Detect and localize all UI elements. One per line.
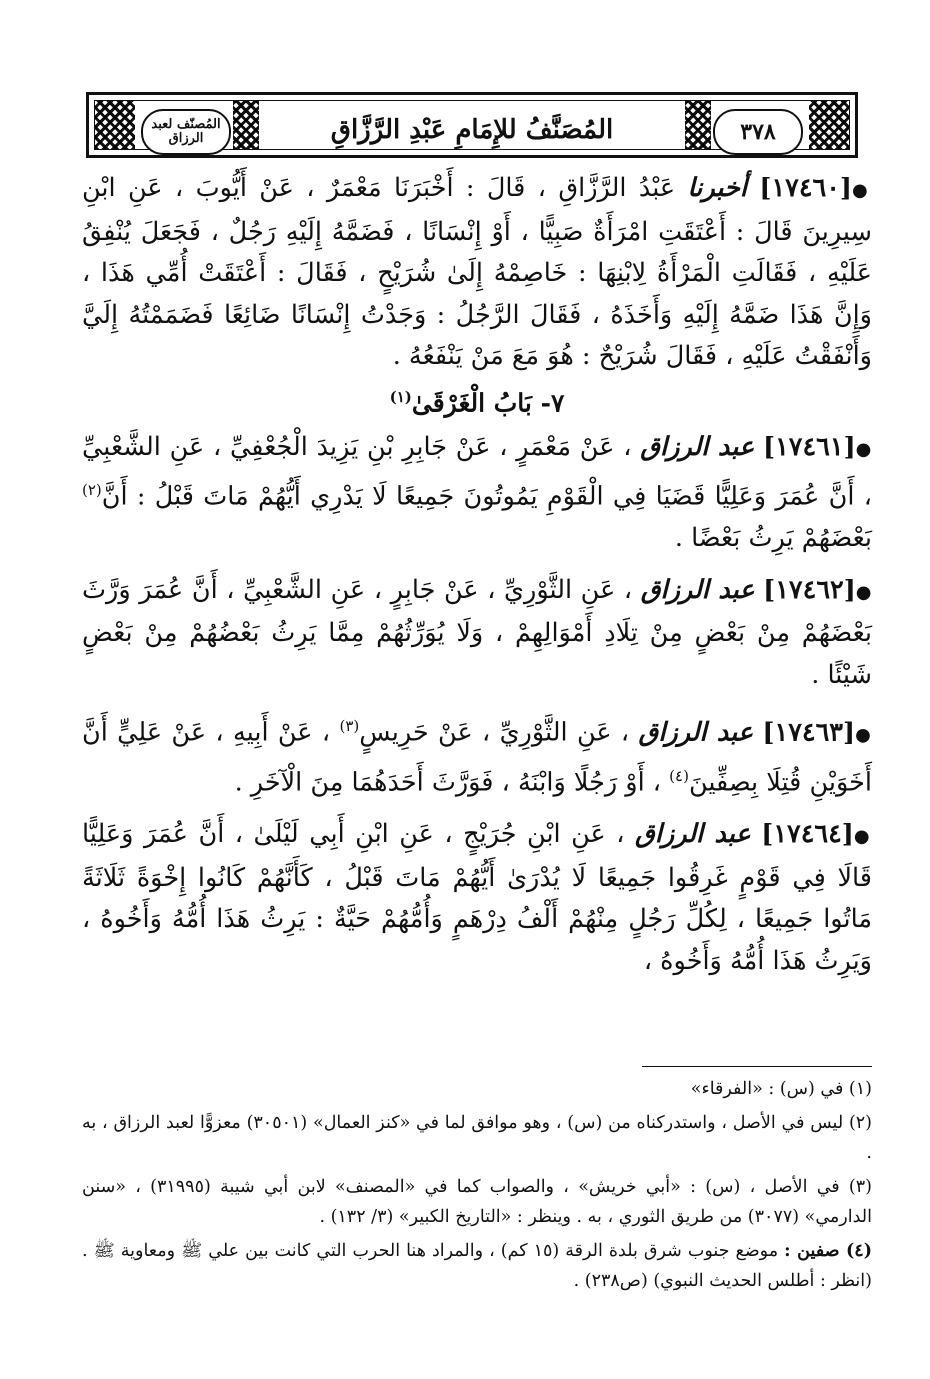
hadith-text: ، عَنِ الثَّوْرِيِّ ، عَنْ جَابِرٍ ، عَنِ الشَّعْبِيِّ ، أَنَّ عُمَرَ وَرَّثَ بَعْضَهُمْ مِنْ بَعْضٍ مِنْ تِلَادِ أَمْوَالِهِمْ ، وَلَا يُوَرِّثُهُمْ مِمَّا يَرِثُ بَعْضُهُمْ مِنْ بَعْضٍ شَيْئًا .: [82, 574, 872, 690]
chapter-heading: [82, 388, 872, 417]
narrator: عبد الرزاق: [640, 431, 755, 462]
book-logo: المُصنّف لعبد الرزاق: [141, 109, 231, 155]
footnote-ref: (٤): [669, 767, 689, 786]
narrator: أخبرنا: [687, 173, 747, 203]
hadith-entry: [82, 570, 872, 697]
footnote-ref: (٣): [339, 717, 360, 736]
footnote-ref: (٢): [82, 481, 102, 500]
hadith-number: [١٧٤٦٠]: [759, 173, 852, 203]
ornament-mid-right: [685, 101, 711, 149]
footnotes: [82, 1074, 872, 1300]
page-header: [86, 92, 858, 158]
hadith-text: ، عَنْ أَبِيهِ ، عَنْ عَلِيٍّ أَنَّ أَخَوَيْنِ قُتِلَا بِصِفِّينَ: [82, 717, 872, 798]
narrator: عبد الرزاق: [635, 819, 751, 850]
hadith-number: [١٧٤٦٤]: [761, 819, 854, 850]
page-number: ٣٧٨: [713, 109, 803, 155]
hadith-text: ، أَوْ رَجُلًا وَابْنَهُ ، فَوَرَّثَ أَحَدَهُمَا مِنَ الْآخَرِ .: [234, 767, 662, 798]
narrator: عبد الرزاق: [640, 574, 755, 605]
main-text: [82, 168, 872, 992]
hadith-entry: [82, 814, 872, 982]
bullet-icon: ●: [853, 826, 872, 848]
hadith-text: بَعْضَهُمْ يَرِثُ بَعْضًا .: [674, 523, 872, 554]
hadith-text: عَبْدُ الرَّزَّاقِ ، قَالَ : أَخْبَرَنَا مَعْمَرٌ ، عَنْ أَيُّوبَ ، عَنِ ابْنِ سِيرِينَ قَالَ : أَعْتَقَتِ امْرَأَةٌ صَبِيًّا ، أَوْ إِنْسَانًا ، فَضَمَّهُ إِلَيْهِ رَجُلٌ ، فَجَعَلَ يُنْفِقُ عَلَيْهِ ، فَقَالَتِ الْمَرْأَةُ لِابْنِهَا : خَاصِمْهُ إِلَىٰ شُرَيْحٍ ، فَقَالَ : أَعْتَقَتْ أُمِّي هَذَا ، وَإِنَّ هَذَا ضَمَّهُ إِلَيْهِ وَأَخَذَهُ ، فَقَالَ الرَّجُلُ : وَجَدْتُ إِنْسَانًا ضَائِعًا فَضَمَمْتُهُ إِلَيَّ وَأَنْفَقْتُ عَلَيْهِ ، فَقَالَ شُرَيْحٌ : هُوَ مَعَ مَنْ يَنْفَعُهُ .: [82, 173, 872, 371]
hadith-text: ، عَنِ الثَّوْرِيِّ ، عَنْ حَرِيسٍ: [359, 717, 630, 748]
ornament-mid-left: [233, 101, 259, 149]
hadith-text: ، عَنْ مَعْمَرٍ ، عَنْ جَابِرِ بْنِ يَزِيدَ الْجُعْفِيِّ ، عَنِ الشَّعْبِيِّ ، أَنَّ عُمَرَ وَعَلِيًّا قَضَيَا فِي الْقَوْمِ يَمُوتُونَ جَمِيعًا لَا يَدْرِي أَيُّهُمْ مَاتَ قَبْلُ : أَنَّ: [82, 431, 872, 512]
ornament-left: [95, 101, 135, 149]
hadith-number: [١٧٤٦٢]: [763, 574, 856, 605]
hadith-entry: [82, 706, 872, 804]
running-title: المُصَنَّفُ للإِمَامِ عَبْدِ الرَّزَّاقِ: [330, 115, 614, 145]
footnote-separator: [642, 1066, 872, 1067]
narrator: عبد الرزاق: [638, 717, 754, 748]
hadith-number: [١٧٤٦١]: [763, 431, 856, 462]
hadith-entry: [82, 168, 872, 378]
footnote: (٣) في الأصل ، (س) : «أبي خريش» ، والصواب كما في «المصنف» لابن أبي شيبة (٣١٩٩٥) ، «سنن الدارمي» (٣٠٧٧) من طريق الثوري ، به . وينظر : «التاريخ الكبير» (٣/ ١٣٢) .: [82, 1177, 872, 1227]
chapter-title: ٧- بَابُ الْغَرْقَىٰ: [411, 387, 565, 417]
hadith-text: ، عَنِ ابْنِ جُرَيْجٍ ، عَنِ ابْنِ أَبِي لَيْلَىٰ ، أَنَّ عُمَرَ وَعَلِيًّا قَالَا فِي قَوْمٍ غَرِقُوا جَمِيعًا لَا يُدْرَىٰ أَيُّهُمْ مَاتَ قَبْلُ ، كَأَنَّهُمْ كَانُوا إِخْوَةً ثَلَاثَةً مَاتُوا جَمِيعًا ، لِكُلِّ رَجُلٍ مِنْهُمْ أَلْفُ دِرْهَمٍ وَأُمُّهُمْ حَيَّةٌ : يَرِثُ هَذَا أُمُّهُ وَأَخُوهُ ، وَيَرِثُ هَذَا أُمُّهُ وَأَخُوهُ ،: [82, 819, 872, 976]
footnote: [82, 1236, 872, 1296]
bullet-icon: ●: [852, 180, 872, 201]
header-frame: [94, 100, 850, 150]
footnote-ref: (١): [389, 387, 412, 406]
footnote-term: (٤) صفين :: [784, 1241, 872, 1261]
hadith-number: [١٧٤٦٣]: [762, 717, 856, 748]
footnote-text: موضع جنوب شرق بلدة الرقة (١٥ كم) ، والمراد هنا الحرب التي كانت بين علي ﷺ ومعاوية ﷺ . (انظر : أطلس الحديث النبوي) (ص٢٣٨) .: [82, 1241, 872, 1291]
hadith-entry: [82, 427, 872, 560]
footnote: (٢) ليس في الأصل ، واستدركناه من (س) ، وهو موافق لما في «كنز العمال» (٣٠٥٠١) معزوًّا لعبد الرزاق ، به .: [82, 1113, 872, 1163]
footnote: (١) في (س) : «الفرقاء»: [690, 1079, 872, 1099]
bullet-icon: ●: [855, 581, 873, 603]
ornament-right: [809, 101, 849, 149]
bullet-icon: ●: [855, 724, 873, 746]
bullet-icon: ●: [855, 438, 873, 460]
